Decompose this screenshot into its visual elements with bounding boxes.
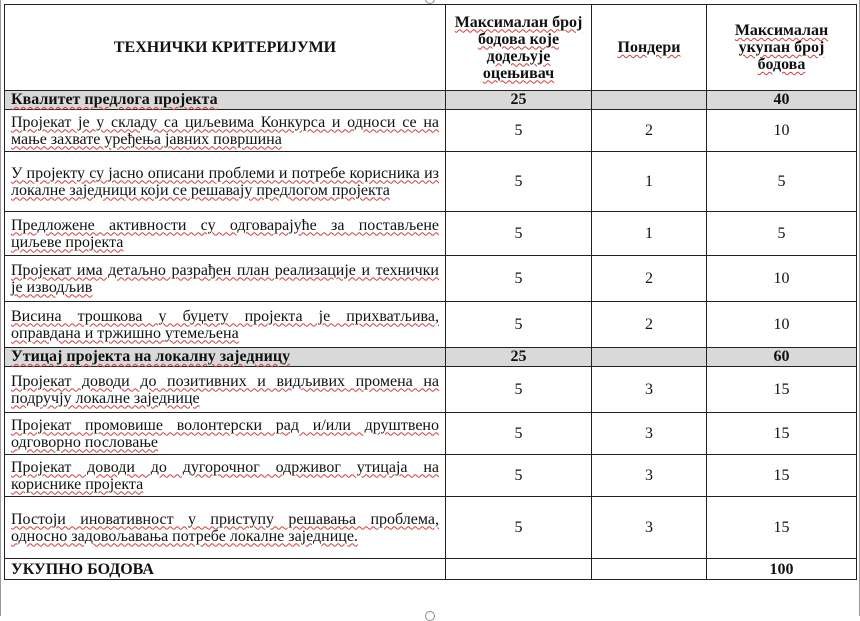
section-max-points: 25	[446, 91, 592, 110]
max-total-cell: 10	[707, 256, 857, 302]
section-max-total: 40	[707, 91, 857, 110]
criterion-cell	[5, 497, 446, 559]
criterion-cell	[5, 212, 446, 256]
weight-cell: 1	[592, 212, 707, 256]
section-weight-empty	[592, 91, 707, 110]
max-points-cell: 5	[446, 367, 592, 413]
table-row	[5, 302, 857, 348]
table-row	[5, 256, 857, 302]
weight-cell: 2	[592, 302, 707, 348]
criterion-cell	[5, 413, 446, 455]
header-max-total	[707, 5, 857, 91]
weight-cell: 3	[592, 367, 707, 413]
header-max-points-text: Максималан број бодова које додељује оцењивач	[454, 13, 583, 82]
criterion-text: У пројекту су јасно описани проблеми и потребе корисника из локалне заједници који се решавају предлогом пројекта	[11, 164, 439, 199]
section-max-total: 60	[707, 348, 857, 367]
criterion-cell	[5, 367, 446, 413]
table-row	[5, 212, 857, 256]
max-total-cell: 15	[707, 455, 857, 497]
max-total-cell: 15	[707, 497, 857, 559]
total-label: УКУПНО БОДОВА	[5, 559, 446, 580]
table-row	[5, 367, 857, 413]
section-max-points: 25	[446, 348, 592, 367]
criterion-cell	[5, 256, 446, 302]
max-points-cell: 5	[446, 413, 592, 455]
weight-cell: 2	[592, 110, 707, 152]
section-weight-empty	[592, 348, 707, 367]
max-total-cell: 10	[707, 110, 857, 152]
criterion-text: Пројекат доводи до позитивних и видљивих промена на подручју локалне заједнице	[11, 372, 439, 407]
total-empty-1	[446, 559, 592, 580]
header-max-points	[446, 5, 592, 91]
max-total-cell: 10	[707, 302, 857, 348]
criteria-table	[4, 4, 857, 580]
criterion-cell	[5, 455, 446, 497]
max-points-cell: 5	[446, 455, 592, 497]
criterion-text: Висина трошкова у буџету пројекта је прихватљива, оправдана и тржишно утемељена	[11, 307, 439, 342]
section-title	[5, 348, 446, 367]
table-row	[5, 110, 857, 152]
max-points-cell: 5	[446, 302, 592, 348]
criterion-text: Предложене активности су одговарајуће за постављене циљеве пројекта	[11, 216, 439, 251]
criterion-text: Постоји иновативност у приступу решавања проблема, односно задовољавања потребе локалне заједнице.	[11, 510, 439, 545]
max-total-cell: 15	[707, 367, 857, 413]
section-title-text: Утицај пројекта на локалну заједницу	[11, 348, 291, 365]
header-row	[5, 5, 857, 91]
total-row	[5, 559, 857, 580]
table-row	[5, 497, 857, 559]
header-weight-text: Пондери	[617, 39, 681, 56]
section-title-text: Квалитет предлога пројекта	[11, 91, 218, 108]
criterion-text: Пројекат промовише волонтерски рад и/или друштвено одговорно пословање	[11, 416, 439, 451]
total-value: 100	[707, 559, 857, 580]
criterion-text: Пројекат је у складу са циљевима Конкурса и односи се на мање захвате уређења јавних површина	[11, 113, 439, 148]
resize-handle-bottom-icon[interactable]	[425, 611, 435, 621]
max-points-cell: 5	[446, 497, 592, 559]
max-points-cell: 5	[446, 212, 592, 256]
table-row	[5, 455, 857, 497]
table-row	[5, 413, 857, 455]
criterion-cell	[5, 110, 446, 152]
section-title	[5, 91, 446, 110]
section-row-quality	[5, 91, 857, 110]
weight-cell: 1	[592, 152, 707, 212]
max-total-cell: 5	[707, 152, 857, 212]
max-total-cell: 15	[707, 413, 857, 455]
max-points-cell: 5	[446, 256, 592, 302]
criterion-cell	[5, 152, 446, 212]
max-points-cell: 5	[446, 152, 592, 212]
header-criteria: ТЕХНИЧКИ КРИТЕРИЈУМИ	[5, 5, 446, 91]
weight-cell: 3	[592, 455, 707, 497]
header-max-total-text: Максималан укупан број бодова	[734, 22, 829, 73]
table-row	[5, 152, 857, 212]
weight-cell: 3	[592, 413, 707, 455]
criterion-text: Пројекат доводи до дугорочног одрживог утицаја на кориснике пројекта	[11, 458, 439, 493]
weight-cell: 2	[592, 256, 707, 302]
max-points-cell: 5	[446, 110, 592, 152]
max-total-cell: 5	[707, 212, 857, 256]
header-weight	[592, 5, 707, 91]
weight-cell: 3	[592, 497, 707, 559]
section-row-impact	[5, 348, 857, 367]
total-empty-2	[592, 559, 707, 580]
criterion-text: Пројекат има детаљно разрађен план реализације и технички је изводљив	[11, 261, 439, 296]
criterion-cell	[5, 302, 446, 348]
